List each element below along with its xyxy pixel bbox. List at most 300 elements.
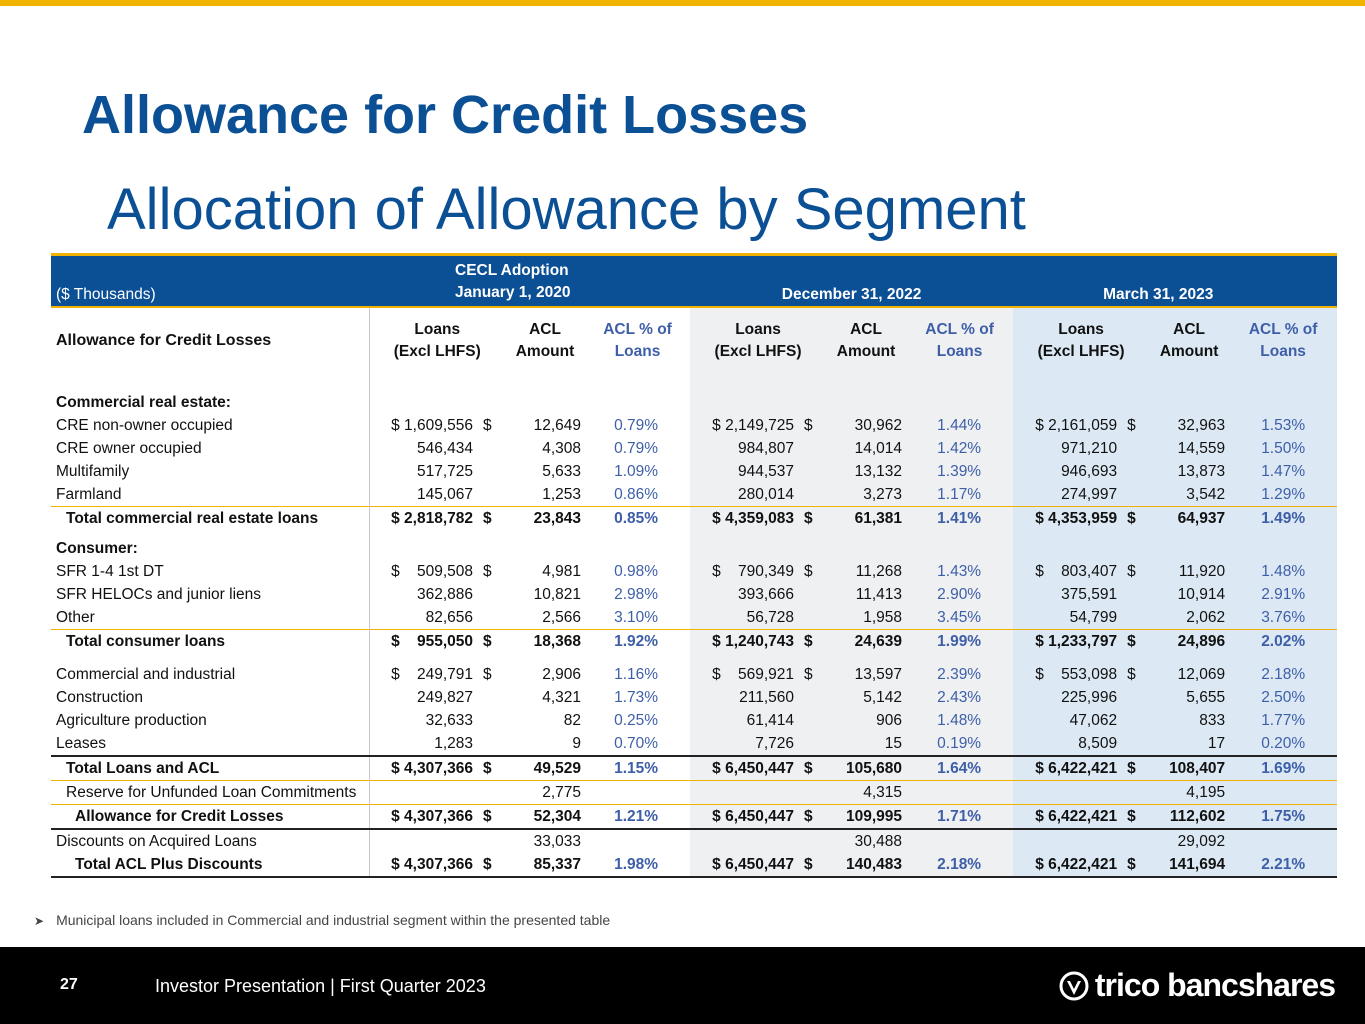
table-row bbox=[51, 437, 1337, 460]
dollar-sign-cell bbox=[798, 709, 826, 732]
table-body bbox=[51, 374, 1337, 877]
table-row bbox=[51, 853, 1337, 877]
acl-pct-cell: 2.43% bbox=[906, 686, 1013, 709]
dollar-sign-cell bbox=[477, 829, 505, 853]
acl-amount-cell: 14,559 bbox=[1149, 437, 1229, 460]
dollar-sign-cell: $ bbox=[1121, 756, 1149, 781]
row-label: CRE owner occupied bbox=[51, 437, 369, 460]
col-pct-1: ACL % of Loans bbox=[603, 320, 672, 360]
dollar-sign-cell bbox=[798, 384, 826, 414]
allowance-table-wrapper bbox=[51, 253, 1317, 878]
col-acl-3: ACL Amount bbox=[1149, 307, 1229, 374]
dollar-sign-cell: $ bbox=[477, 804, 505, 829]
acl-pct-cell: 1.71% bbox=[906, 804, 1013, 829]
loans-cell: 82,656 bbox=[425, 608, 473, 626]
allowance-table bbox=[51, 253, 1337, 878]
row-label: Other bbox=[51, 606, 369, 630]
loans-cell: 54,799 bbox=[1013, 606, 1121, 630]
dollar-sign-cell bbox=[798, 460, 826, 483]
acl-pct-cell: 3.45% bbox=[906, 606, 1013, 630]
loans-cell bbox=[1013, 829, 1121, 853]
table-row bbox=[51, 732, 1337, 756]
acl-amount-cell: 12,069 bbox=[1149, 663, 1229, 686]
loans-cell: $ 6,450,447 bbox=[690, 804, 798, 829]
acl-pct-cell: 1.77% bbox=[1229, 709, 1337, 732]
dollar-sign-cell: $ bbox=[1121, 853, 1149, 877]
acl-amount-cell: 2,566 bbox=[542, 608, 581, 626]
acl-amount-cell: 1,253 bbox=[542, 485, 581, 503]
loans-cell: $ 2,149,725 bbox=[690, 414, 798, 437]
acl-pct-cell: 0.86% bbox=[614, 485, 659, 503]
dollar-sign-cell bbox=[1121, 606, 1149, 630]
dollar-sign-cell: $ bbox=[1121, 629, 1149, 653]
acl-pct-cell bbox=[1229, 530, 1337, 560]
acl-amount-cell: 10,914 bbox=[1149, 583, 1229, 606]
loans-cell: 211,560 bbox=[690, 686, 798, 709]
loans-cell: 1,283 bbox=[434, 734, 473, 752]
acl-pct-cell: 0.20% bbox=[1229, 732, 1337, 756]
loans-cell: 971,210 bbox=[1013, 437, 1121, 460]
acl-pct-cell: 0.79% bbox=[614, 416, 659, 434]
acl-amount-cell: 18,368 bbox=[505, 629, 585, 653]
footer-bar bbox=[0, 947, 1365, 1024]
acl-amount-cell: 23,843 bbox=[505, 506, 585, 530]
acl-pct-cell: 2.21% bbox=[1229, 853, 1337, 877]
loans-cell: 249,827 bbox=[416, 688, 473, 706]
acl-amount-cell bbox=[505, 530, 585, 560]
acl-amount-cell: 3,273 bbox=[826, 483, 906, 507]
loans-cell: $ 2,818,782 bbox=[369, 506, 477, 530]
loans-cell: $ 1,233,797 bbox=[1013, 629, 1121, 653]
acl-amount-cell: 11,920 bbox=[1149, 560, 1229, 583]
dollar-sign-cell bbox=[477, 583, 505, 606]
row-label: Leases bbox=[51, 732, 369, 756]
acl-amount-cell: 85,337 bbox=[505, 853, 585, 877]
loans-cell: 393,666 bbox=[690, 583, 798, 606]
loans-cell bbox=[1013, 384, 1121, 414]
acl-amount-cell: 49,529 bbox=[505, 756, 585, 781]
dollar-sign-cell: $ bbox=[798, 756, 826, 781]
acl-amount-cell bbox=[826, 530, 906, 560]
units-label: ($ Thousands) bbox=[51, 255, 369, 307]
loans-cell: 946,693 bbox=[1013, 460, 1121, 483]
acl-pct-cell: 1.43% bbox=[906, 560, 1013, 583]
dollar-sign-cell bbox=[1121, 460, 1149, 483]
table-row bbox=[51, 384, 1337, 414]
acl-pct-cell: 0.25% bbox=[614, 711, 659, 729]
acl-amount-cell: 2,775 bbox=[505, 780, 585, 804]
table-row bbox=[51, 530, 1337, 560]
acl-amount-cell: 4,321 bbox=[542, 688, 581, 706]
acl-pct-cell: 1.73% bbox=[614, 688, 659, 706]
acl-amount-cell: 24,639 bbox=[826, 629, 906, 653]
period-cecl-line1: CECL Adoption bbox=[455, 261, 569, 279]
dollar-sign-cell bbox=[798, 483, 826, 507]
acl-pct-cell bbox=[585, 829, 690, 853]
acl-amount-cell: 833 bbox=[1149, 709, 1229, 732]
table-row bbox=[51, 460, 1337, 483]
dollar-sign-cell bbox=[477, 686, 505, 709]
acl-amount-cell: 61,381 bbox=[826, 506, 906, 530]
dollar-sign-cell: $ bbox=[483, 665, 492, 683]
page-title: Allowance for Credit Losses bbox=[82, 85, 809, 145]
acl-amount-cell: 64,937 bbox=[1149, 506, 1229, 530]
loans-cell: 362,886 bbox=[416, 585, 473, 603]
dollar-sign-cell: $ bbox=[798, 804, 826, 829]
row-label: Allowance for Credit Losses bbox=[51, 804, 369, 829]
row-label: Total commercial real estate loans bbox=[51, 506, 369, 530]
company-logo bbox=[1059, 967, 1335, 1004]
dollar-sign-cell bbox=[798, 686, 826, 709]
dollar-sign-cell: $ bbox=[1121, 663, 1149, 686]
acl-amount-cell: 52,304 bbox=[505, 804, 585, 829]
dollar-sign-cell: $ bbox=[483, 562, 492, 580]
dollar-sign-cell: $ bbox=[1121, 804, 1149, 829]
acl-amount-cell: 24,896 bbox=[1149, 629, 1229, 653]
acl-pct-cell: 1.48% bbox=[906, 709, 1013, 732]
loans-cell: $ 955,050 bbox=[369, 629, 477, 653]
dollar-sign-cell: $ bbox=[798, 663, 826, 686]
row-label: Commercial and industrial bbox=[51, 663, 369, 686]
acl-amount-cell: 9 bbox=[572, 734, 581, 752]
dollar-sign-cell: $ bbox=[798, 560, 826, 583]
loans-cell bbox=[1013, 530, 1121, 560]
acl-amount-cell: 112,602 bbox=[1149, 804, 1229, 829]
dollar-sign-cell bbox=[1121, 780, 1149, 804]
loans-cell: $ 6,450,447 bbox=[690, 756, 798, 781]
table-row bbox=[51, 686, 1337, 709]
acl-pct-cell bbox=[906, 530, 1013, 560]
acl-pct-cell: 2.18% bbox=[906, 853, 1013, 877]
col-acl-1: ACL Amount bbox=[515, 320, 575, 360]
col-pct-3: ACL % of Loans bbox=[1229, 307, 1337, 374]
loans-cell: $ 6,422,421 bbox=[1013, 853, 1121, 877]
loans-cell bbox=[369, 530, 477, 560]
loans-cell: 984,807 bbox=[690, 437, 798, 460]
acl-pct-cell: 2.98% bbox=[614, 585, 659, 603]
loans-cell bbox=[690, 384, 798, 414]
acl-pct-cell: 1.44% bbox=[906, 414, 1013, 437]
acl-amount-cell: 1,958 bbox=[826, 606, 906, 630]
spacer-row bbox=[51, 653, 1337, 663]
dollar-sign-cell bbox=[477, 384, 505, 414]
loans-cell: 56,728 bbox=[690, 606, 798, 630]
acl-amount-cell: 140,483 bbox=[826, 853, 906, 877]
dollar-sign-cell: $ bbox=[483, 416, 492, 434]
acl-amount-cell: 17 bbox=[1149, 732, 1229, 756]
row-label: Multifamily bbox=[51, 460, 369, 483]
col-acl-2: ACL Amount bbox=[826, 307, 906, 374]
dollar-sign-cell bbox=[1121, 829, 1149, 853]
table-row bbox=[51, 506, 1337, 530]
dollar-sign-cell bbox=[1121, 530, 1149, 560]
acl-amount-cell: 4,308 bbox=[542, 439, 581, 457]
loans-cell: $ 569,921 bbox=[690, 663, 798, 686]
acl-pct-cell: 1.98% bbox=[585, 853, 690, 877]
loans-cell: 375,591 bbox=[1013, 583, 1121, 606]
acl-amount-cell: 2,062 bbox=[1149, 606, 1229, 630]
acl-pct-cell bbox=[1229, 384, 1337, 414]
row-label: SFR 1-4 1st DT bbox=[51, 560, 369, 583]
acl-amount-cell: 29,092 bbox=[1149, 829, 1229, 853]
acl-pct-cell bbox=[1229, 829, 1337, 853]
dollar-sign-cell: $ bbox=[798, 506, 826, 530]
acl-amount-cell: 13,132 bbox=[826, 460, 906, 483]
dollar-sign-cell: $ bbox=[477, 756, 505, 781]
dollar-sign-cell bbox=[477, 606, 505, 630]
loans-cell bbox=[690, 829, 798, 853]
dollar-sign-cell bbox=[1121, 583, 1149, 606]
acl-pct-cell: 0.70% bbox=[614, 734, 659, 752]
acl-pct-cell: 1.17% bbox=[906, 483, 1013, 507]
loans-cell: 280,014 bbox=[690, 483, 798, 507]
acl-pct-cell: 0.98% bbox=[614, 562, 659, 580]
dollar-sign-cell bbox=[477, 780, 505, 804]
dollar-sign-cell: $ bbox=[798, 629, 826, 653]
dollar-sign-cell bbox=[798, 606, 826, 630]
dollar-sign-cell bbox=[1121, 732, 1149, 756]
table-row bbox=[51, 780, 1337, 804]
acl-pct-cell: 1.64% bbox=[906, 756, 1013, 781]
acl-pct-cell: 2.91% bbox=[1229, 583, 1337, 606]
dollar-sign-cell bbox=[477, 483, 505, 507]
row-label: SFR HELOCs and junior liens bbox=[51, 583, 369, 606]
footnote-text: Municipal loans included in Commercial and industrial segment within the presented table bbox=[56, 912, 611, 928]
period-header-mar-2023: March 31, 2023 bbox=[1013, 255, 1337, 307]
loans-cell: 61,414 bbox=[690, 709, 798, 732]
row-label: Total ACL Plus Discounts bbox=[51, 853, 369, 877]
dollar-sign-cell bbox=[1121, 483, 1149, 507]
acl-amount-cell: 5,142 bbox=[826, 686, 906, 709]
loans-cell: $ 553,098 bbox=[1013, 663, 1121, 686]
loans-cell: $ 1,609,556 bbox=[391, 416, 473, 434]
table-row bbox=[51, 560, 1337, 583]
arrow-bullet-icon: ➤ bbox=[34, 914, 45, 928]
acl-pct-cell: 3.10% bbox=[614, 608, 659, 626]
acl-pct-cell bbox=[585, 530, 690, 560]
acl-pct-cell: 1.69% bbox=[1229, 756, 1337, 781]
acl-pct-cell: 1.09% bbox=[614, 462, 659, 480]
col-loans-3: Loans (Excl LHFS) bbox=[1013, 307, 1149, 374]
loans-cell: $ 249,791 bbox=[391, 665, 473, 683]
loans-cell: 47,062 bbox=[1013, 709, 1121, 732]
acl-amount-cell: 5,633 bbox=[542, 462, 581, 480]
loans-cell: $ 6,450,447 bbox=[690, 853, 798, 877]
loans-cell: 944,537 bbox=[690, 460, 798, 483]
acl-amount-cell bbox=[1149, 530, 1229, 560]
table-row bbox=[51, 583, 1337, 606]
acl-amount-cell: 4,981 bbox=[542, 562, 581, 580]
acl-amount-cell: 3,542 bbox=[1149, 483, 1229, 507]
acl-pct-cell: 1.16% bbox=[614, 665, 659, 683]
col-pct-2: ACL % of Loans bbox=[906, 307, 1013, 374]
acl-pct-cell: 1.48% bbox=[1229, 560, 1337, 583]
acl-pct-cell bbox=[585, 780, 690, 804]
acl-amount-cell: 11,413 bbox=[826, 583, 906, 606]
loans-cell: 546,434 bbox=[416, 439, 473, 457]
column-header-row bbox=[51, 307, 1337, 374]
dollar-sign-cell: $ bbox=[477, 629, 505, 653]
top-accent-bar bbox=[0, 0, 1365, 6]
acl-amount-cell: 13,597 bbox=[826, 663, 906, 686]
acl-pct-cell: 0.85% bbox=[585, 506, 690, 530]
acl-pct-cell bbox=[906, 829, 1013, 853]
row-label: Consumer: bbox=[51, 530, 369, 560]
spacer-row bbox=[51, 374, 1337, 384]
dollar-sign-cell bbox=[798, 780, 826, 804]
loans-cell: $ 4,307,366 bbox=[369, 853, 477, 877]
acl-pct-cell: 1.92% bbox=[585, 629, 690, 653]
acl-pct-cell: 0.79% bbox=[614, 439, 659, 457]
acl-pct-cell bbox=[1229, 780, 1337, 804]
table-row bbox=[51, 606, 1337, 630]
col-loans-1: Loans (Excl LHFS) bbox=[393, 320, 481, 360]
acl-pct-cell: 2.50% bbox=[1229, 686, 1337, 709]
dollar-sign-cell bbox=[798, 732, 826, 756]
acl-amount-cell: 30,488 bbox=[826, 829, 906, 853]
row-label: Farmland bbox=[51, 483, 369, 507]
trico-logo-icon bbox=[1059, 971, 1089, 1001]
row-label: Construction bbox=[51, 686, 369, 709]
acl-amount-cell: 108,407 bbox=[1149, 756, 1229, 781]
acl-amount-cell: 82 bbox=[563, 711, 581, 729]
acl-amount-cell: 11,268 bbox=[826, 560, 906, 583]
loans-cell: 517,725 bbox=[416, 462, 473, 480]
loans-cell: $ 4,307,366 bbox=[369, 804, 477, 829]
loans-cell: $ 6,422,421 bbox=[1013, 756, 1121, 781]
acl-pct-cell: 1.29% bbox=[1229, 483, 1337, 507]
loans-cell bbox=[690, 530, 798, 560]
footnote bbox=[34, 912, 610, 928]
loans-cell: $ 803,407 bbox=[1013, 560, 1121, 583]
acl-amount-cell: 13,873 bbox=[1149, 460, 1229, 483]
acl-pct-cell: 1.47% bbox=[1229, 460, 1337, 483]
table-row bbox=[51, 829, 1337, 853]
dollar-sign-cell bbox=[477, 530, 505, 560]
acl-pct-cell: 2.90% bbox=[906, 583, 1013, 606]
acl-amount-cell: 33,033 bbox=[505, 829, 585, 853]
loans-cell bbox=[1013, 780, 1121, 804]
dollar-sign-cell: $ bbox=[1121, 560, 1149, 583]
row-label: Agriculture production bbox=[51, 709, 369, 732]
dollar-sign-cell bbox=[477, 709, 505, 732]
dollar-sign-cell bbox=[798, 829, 826, 853]
loans-cell: $ 4,359,083 bbox=[690, 506, 798, 530]
dollar-sign-cell bbox=[798, 437, 826, 460]
loans-cell: 145,067 bbox=[416, 485, 473, 503]
acl-amount-cell: 14,014 bbox=[826, 437, 906, 460]
loans-cell: 7,726 bbox=[690, 732, 798, 756]
period-cecl-line2: January 1, 2020 bbox=[455, 283, 571, 301]
acl-amount-cell: 2,906 bbox=[542, 665, 581, 683]
dollar-sign-cell: $ bbox=[1121, 414, 1149, 437]
acl-pct-cell: 1.21% bbox=[585, 804, 690, 829]
dollar-sign-cell: $ bbox=[798, 853, 826, 877]
acl-amount-cell: 32,963 bbox=[1149, 414, 1229, 437]
loans-cell: $ 6,422,421 bbox=[1013, 804, 1121, 829]
loans-cell: $ 509,508 bbox=[391, 562, 473, 580]
loans-cell: 8,509 bbox=[1013, 732, 1121, 756]
row-header-label: Allowance for Credit Losses bbox=[51, 307, 369, 374]
acl-pct-cell bbox=[585, 384, 690, 414]
dollar-sign-cell bbox=[1121, 686, 1149, 709]
loans-cell: 225,996 bbox=[1013, 686, 1121, 709]
acl-amount-cell: 906 bbox=[826, 709, 906, 732]
acl-pct-cell: 1.53% bbox=[1229, 414, 1337, 437]
row-label: CRE non-owner occupied bbox=[51, 414, 369, 437]
table-row bbox=[51, 804, 1337, 829]
period-header-dec-2022: December 31, 2022 bbox=[690, 255, 1013, 307]
acl-amount-cell: 10,821 bbox=[533, 585, 581, 603]
loans-cell bbox=[369, 384, 477, 414]
acl-amount-cell: 4,315 bbox=[826, 780, 906, 804]
dollar-sign-cell bbox=[798, 530, 826, 560]
table-row bbox=[51, 756, 1337, 781]
page-subtitle: Allocation of Allowance by Segment bbox=[107, 177, 1026, 242]
col-loans-2: Loans (Excl LHFS) bbox=[690, 307, 826, 374]
dollar-sign-cell bbox=[477, 437, 505, 460]
acl-pct-cell: 1.49% bbox=[1229, 506, 1337, 530]
acl-amount-cell bbox=[826, 384, 906, 414]
period-header-row bbox=[51, 255, 1337, 307]
acl-pct-cell bbox=[906, 780, 1013, 804]
row-label: Commercial real estate: bbox=[51, 384, 369, 414]
dollar-sign-cell: $ bbox=[1121, 506, 1149, 530]
table-row bbox=[51, 709, 1337, 732]
acl-amount-cell: 15 bbox=[826, 732, 906, 756]
loans-cell: $ 790,349 bbox=[690, 560, 798, 583]
loans-cell: 32,633 bbox=[425, 711, 473, 729]
acl-pct-cell: 1.15% bbox=[585, 756, 690, 781]
dollar-sign-cell bbox=[1121, 384, 1149, 414]
acl-amount-cell: 12,649 bbox=[533, 416, 581, 434]
logo-text: trico bancshares bbox=[1094, 967, 1335, 1003]
dollar-sign-cell bbox=[798, 583, 826, 606]
acl-pct-cell: 1.42% bbox=[906, 437, 1013, 460]
acl-pct-cell: 2.02% bbox=[1229, 629, 1337, 653]
loans-cell bbox=[369, 829, 477, 853]
table-row bbox=[51, 663, 1337, 686]
dollar-sign-cell: $ bbox=[798, 414, 826, 437]
acl-pct-cell bbox=[906, 384, 1013, 414]
loans-cell: $ 1,240,743 bbox=[690, 629, 798, 653]
acl-pct-cell: 3.76% bbox=[1229, 606, 1337, 630]
acl-pct-cell: 2.39% bbox=[906, 663, 1013, 686]
dollar-sign-cell bbox=[1121, 437, 1149, 460]
acl-pct-cell: 0.19% bbox=[906, 732, 1013, 756]
page-number: 27 bbox=[60, 976, 78, 993]
table-row bbox=[51, 629, 1337, 653]
acl-amount-cell: 30,962 bbox=[826, 414, 906, 437]
loans-cell bbox=[690, 780, 798, 804]
row-label: Reserve for Unfunded Loan Commitments bbox=[51, 780, 369, 804]
period-header-cecl bbox=[369, 255, 690, 307]
table-row bbox=[51, 414, 1337, 437]
acl-pct-cell: 1.99% bbox=[906, 629, 1013, 653]
row-label: Total Loans and ACL bbox=[51, 756, 369, 781]
acl-pct-cell: 1.50% bbox=[1229, 437, 1337, 460]
acl-pct-cell: 1.39% bbox=[906, 460, 1013, 483]
dollar-sign-cell: $ bbox=[477, 506, 505, 530]
loans-cell: $ 4,307,366 bbox=[369, 756, 477, 781]
loans-cell: 274,997 bbox=[1013, 483, 1121, 507]
acl-amount-cell: 141,694 bbox=[1149, 853, 1229, 877]
acl-pct-cell: 2.18% bbox=[1229, 663, 1337, 686]
dollar-sign-cell bbox=[477, 460, 505, 483]
row-label: Total consumer loans bbox=[51, 629, 369, 653]
footer-text: Investor Presentation | First Quarter 2023 bbox=[155, 976, 486, 996]
acl-pct-cell: 1.75% bbox=[1229, 804, 1337, 829]
